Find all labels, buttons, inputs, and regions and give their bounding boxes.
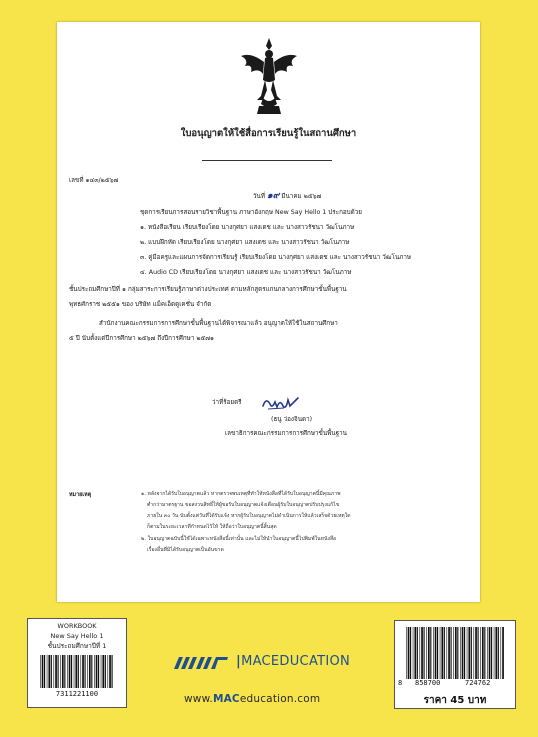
url-suffix: education.com	[239, 693, 321, 705]
signer-name: (ธนู ว่องจินดา)	[271, 416, 313, 423]
mac-education-logo	[174, 654, 364, 670]
logo-right: EDUCATION	[270, 654, 351, 669]
note-line: ๑. หลังจากได้รับใบอนุญาตแล้ว หากตรวจพบเหตุที่ทำให้หนังสือที่ได้รับใบอนุญาตนี้มีคุณภาพ	[141, 491, 341, 497]
item-3: ๓. คู่มือครูและแผนการจัดการเรียนรู้ เรียบเรียงโดย นางกุศยา แสงเดช และ นางสาวรัชนา วัฒโนภาษ	[140, 254, 412, 261]
note-line: ภายใน ๓๐ วัน นับตั้งแต่วันที่ได้รับแจ้ง หากผู้รับใบอนุญาตไม่ดำเนินการให้แล้วเสร็จด้วยเหตุใด	[147, 513, 351, 519]
sign-prefix: ว่าที่ร้อยตรี	[212, 399, 242, 406]
paragraph-2-line-2: ๕ ปี นับตั้งแต่ปีการศึกษา ๒๕๖๗ ถึงปีการศึกษา ๒๕๗๑	[69, 335, 215, 342]
notes-label: หมายเหตุ	[69, 492, 92, 498]
letter-number	[69, 178, 118, 184]
url-prefix: www.	[184, 693, 213, 705]
workbook-grade: ชั้นประถมศึกษาปีที่ 1	[47, 642, 107, 650]
note-line: เรื่องอื่นที่มิได้รับอนุญาตเป็นอันขาด	[147, 547, 224, 553]
handwritten-signature	[260, 394, 300, 414]
date-label: วันที่	[253, 193, 265, 200]
document-title: ใบอนุญาตให้ใช้สื่อการเรียนรู้ในสถานศึกษา	[180, 128, 357, 139]
barcode-large-icon	[405, 627, 505, 679]
website-url[interactable]	[184, 693, 320, 705]
paragraph-1-line-1: ชั้นประถมศึกษาปีที่ ๑ กลุ่มสาระการเรียนรู้ภาษาต่างประเทศ ตามหลักสูตรแกนกลางการศึกษาขั้นพื้นฐาน	[69, 286, 347, 293]
mac-logo-mark-icon	[174, 657, 228, 669]
barcode-small-number: 7311221100	[55, 690, 99, 698]
logo-left: MAC	[241, 654, 271, 669]
license-document	[57, 22, 480, 602]
title-underline	[202, 160, 332, 161]
note-line: ก็ตามในระยะเวลาที่กำหนดไว้ให้ ให้ถือว่าใบอนุญาตนี้สิ้นสุด	[147, 524, 277, 530]
number-value: ๑๔๓/๒๕๖๗	[85, 177, 119, 184]
signer-position: เลขาธิการคณะกรรมการการศึกษาขั้นพื้นฐาน	[225, 430, 347, 437]
isbn-price-box	[394, 620, 516, 709]
garuda-emblem-icon	[237, 34, 301, 118]
barcode-digits-group-1: 858700	[415, 679, 441, 687]
number-label: เลขที่	[69, 177, 84, 184]
barcode-digits-group-2: 724762	[465, 679, 491, 687]
barcode-small-icon	[39, 655, 115, 688]
logo-divider: |	[236, 654, 242, 669]
letter-date	[253, 192, 321, 201]
item-4: ๔. Audio CD เรียบเรียงโดย นางกุศยา แสงเดช และ นางสาวรัชนา วัฒโนภาษ	[140, 269, 352, 276]
barcode-digit-lead: 8	[398, 679, 403, 687]
note-line: ต่ำกว่ามาตรฐาน ขอสงวนสิทธิ์ให้ผู้ขอรับใบอนุญาตแจ้งเตือนผู้รับใบอนุญาตปรับปรุงแก้ไข	[147, 502, 340, 508]
item-2: ๒. แบบฝึกหัด เรียบเรียงโดย นางกุศยา แสงเดช และ นางสาวรัชนา วัฒโนภาษ	[140, 239, 350, 246]
item-1: ๑. หนังสือเรียน เรียบเรียงโดย นางกุศยา แสงเดช และ นางสาวรัชนา วัฒโนภาษ	[140, 224, 355, 231]
price-label: ราคา 45 บาท	[423, 695, 487, 706]
workbook-barcode-box	[27, 618, 127, 708]
date-day-handwritten: ๑๙	[267, 191, 280, 201]
workbook-title: New Say Hello 1	[50, 632, 104, 640]
logo-wordmark	[236, 655, 350, 668]
workbook-label: WORKBOOK	[57, 622, 97, 630]
paragraph-1-line-2: พุทธศักราช ๒๕๕๑ ของ บริษัท แม็คเอ็ดดูเคชั่น จำกัด	[69, 301, 212, 308]
date-month-year: มีนาคม ๒๕๖๗	[281, 193, 322, 200]
intro-line: ชุดการเรียนการสอนรายวิชาพื้นฐาน ภาษาอังกฤษ New Say Hello 1 ประกอบด้วย	[140, 209, 362, 216]
paragraph-2-line-1: สำนักงานคณะกรรมการการศึกษาขั้นพื้นฐานได้พิจารณาแล้ว อนุญาตให้ใช้ในสถานศึกษา	[99, 320, 338, 327]
note-line: ๒. ใบอนุญาตฉบับนี้ใช้ได้เฉพาะหนังสือนี้เท่านั้น และไม่ให้นำใบอนุญาตนี้ไปพิมพ์ในหนังสือ	[141, 536, 337, 542]
url-brand: MAC	[212, 693, 240, 705]
